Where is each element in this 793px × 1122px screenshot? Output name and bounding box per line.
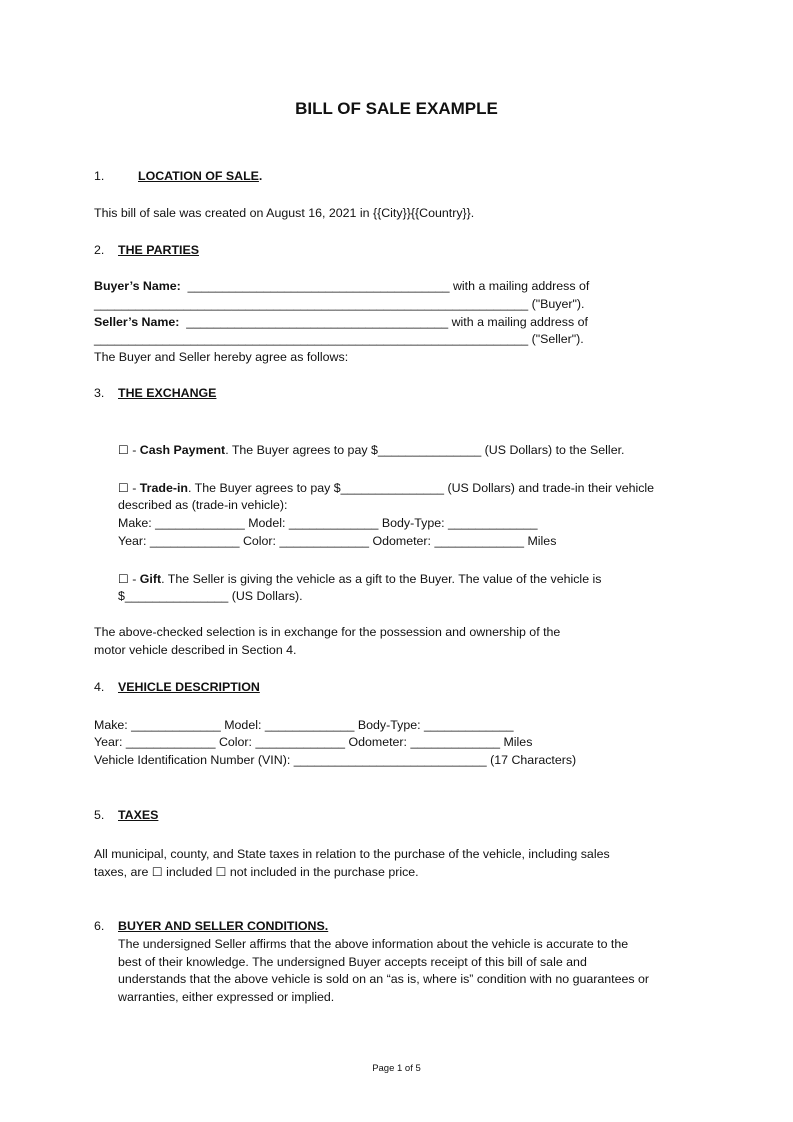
gift-label: Gift	[139, 572, 162, 586]
section-5-number: 5.	[94, 808, 105, 822]
buyer-name-field: ______________________________________ with a mailing address of	[187, 279, 590, 293]
section-6-heading: BUYER AND SELLER CONDITIONS.	[118, 919, 329, 933]
gift-checkbox[interactable]: ☐	[118, 572, 129, 586]
gift-dash: -	[128, 572, 140, 586]
section-1-number: 1.	[94, 169, 105, 183]
document-title: BILL OF SALE EXAMPLE	[295, 99, 498, 118]
section-2-heading: THE PARTIES	[118, 243, 200, 257]
section-1-body: This bill of sale was created on August 16, 2021 in {{City}}{{Country}}.	[94, 206, 475, 220]
trade-in-year-line: Year: _____________ Color: _____________ Odometer: _____________ Miles	[118, 534, 557, 548]
conditions-line-3: understands that the above vehicle is sold on an “as is, where is” condition with no guarantees or	[118, 972, 650, 986]
taxes-line-2	[94, 864, 419, 880]
section-4-heading: VEHICLE DESCRIPTION	[118, 680, 260, 694]
seller-name-line	[94, 314, 588, 330]
conditions-line-4: warranties, either expressed or implied.	[118, 990, 335, 1004]
vehicle-make-line: Make: _____________ Model: _____________ Body-Type: _____________	[94, 718, 514, 732]
taxes-text-b: included	[162, 865, 216, 879]
trade-in-make-line: Make: _____________ Model: _____________ Body-Type: _____________	[118, 516, 538, 530]
section-2-number: 2.	[94, 243, 105, 257]
gift-value-line: $_______________ (US Dollars).	[118, 589, 303, 603]
cash-payment-label: Cash Payment	[139, 443, 226, 457]
vehicle-year-line: Year: _____________ Color: _____________ Odometer: _____________ Miles	[94, 735, 533, 749]
trade-in-label: Trade-in	[139, 481, 188, 495]
cash-payment-text: . The Buyer agrees to pay $_______________ (US Dollars) to the Seller.	[225, 443, 625, 457]
section-1-heading	[138, 168, 262, 184]
section-1-heading-suffix: .	[258, 169, 263, 183]
taxes-text-a: taxes, are	[94, 865, 152, 879]
cash-dash: -	[128, 443, 140, 457]
section-5-heading: TAXES	[118, 808, 159, 822]
parties-agree-text: The Buyer and Seller hereby agree as follows:	[94, 350, 349, 364]
section-6-number: 6.	[94, 919, 105, 933]
trade-in-option	[118, 480, 654, 496]
taxes-line-1: All municipal, county, and State taxes in relation to the purchase of the vehicle, including sales	[94, 847, 610, 861]
page-number: Page 1 of 5	[372, 1063, 421, 1074]
buyer-name-line	[94, 278, 589, 294]
section-3-heading: THE EXCHANGE	[118, 386, 217, 400]
taxes-included-checkbox[interactable]: ☐	[151, 865, 163, 879]
exchange-note-line-1: The above-checked selection is in exchange for the possession and ownership of the	[94, 625, 561, 639]
seller-name-field: ______________________________________ with a mailing address of	[186, 315, 588, 329]
section-3-number: 3.	[94, 386, 105, 400]
section-1-heading-text: LOCATION OF SALE	[138, 169, 259, 183]
buyer-name-label: Buyer’s Name:	[94, 279, 181, 293]
seller-address-line: _______________________________________________________________ ("Seller").	[94, 332, 584, 346]
conditions-line-2: best of their knowledge. The undersigned Buyer accepts receipt of this bill of sale and	[118, 955, 587, 969]
gift-text: . The Seller is giving the vehicle as a gift to the Buyer. The value of the vehicle is	[161, 572, 602, 586]
cash-payment-option	[118, 442, 624, 458]
vehicle-vin-line: Vehicle Identification Number (VIN): ____________________________ (17 Characters)	[94, 753, 577, 767]
trade-dash: -	[128, 481, 140, 495]
trade-in-described: described as (trade-in vehicle):	[118, 498, 288, 512]
taxes-not-included-checkbox[interactable]: ☐	[215, 865, 227, 879]
gift-option	[118, 571, 601, 587]
trade-in-checkbox[interactable]: ☐	[118, 481, 129, 495]
section-4-number: 4.	[94, 680, 105, 694]
buyer-address-line: _______________________________________________________________ ("Buyer").	[94, 297, 585, 311]
trade-in-text: . The Buyer agrees to pay $_______________ (US Dollars) and trade-in their vehicle	[187, 481, 655, 495]
seller-name-label: Seller’s Name:	[94, 315, 180, 329]
conditions-line-1: The undersigned Seller affirms that the above information about the vehicle is accurate to the	[118, 937, 629, 951]
exchange-note-line-2: motor vehicle described in Section 4.	[94, 643, 297, 657]
cash-payment-checkbox[interactable]: ☐	[118, 443, 129, 457]
taxes-text-c: not included in the purchase price.	[226, 865, 419, 879]
